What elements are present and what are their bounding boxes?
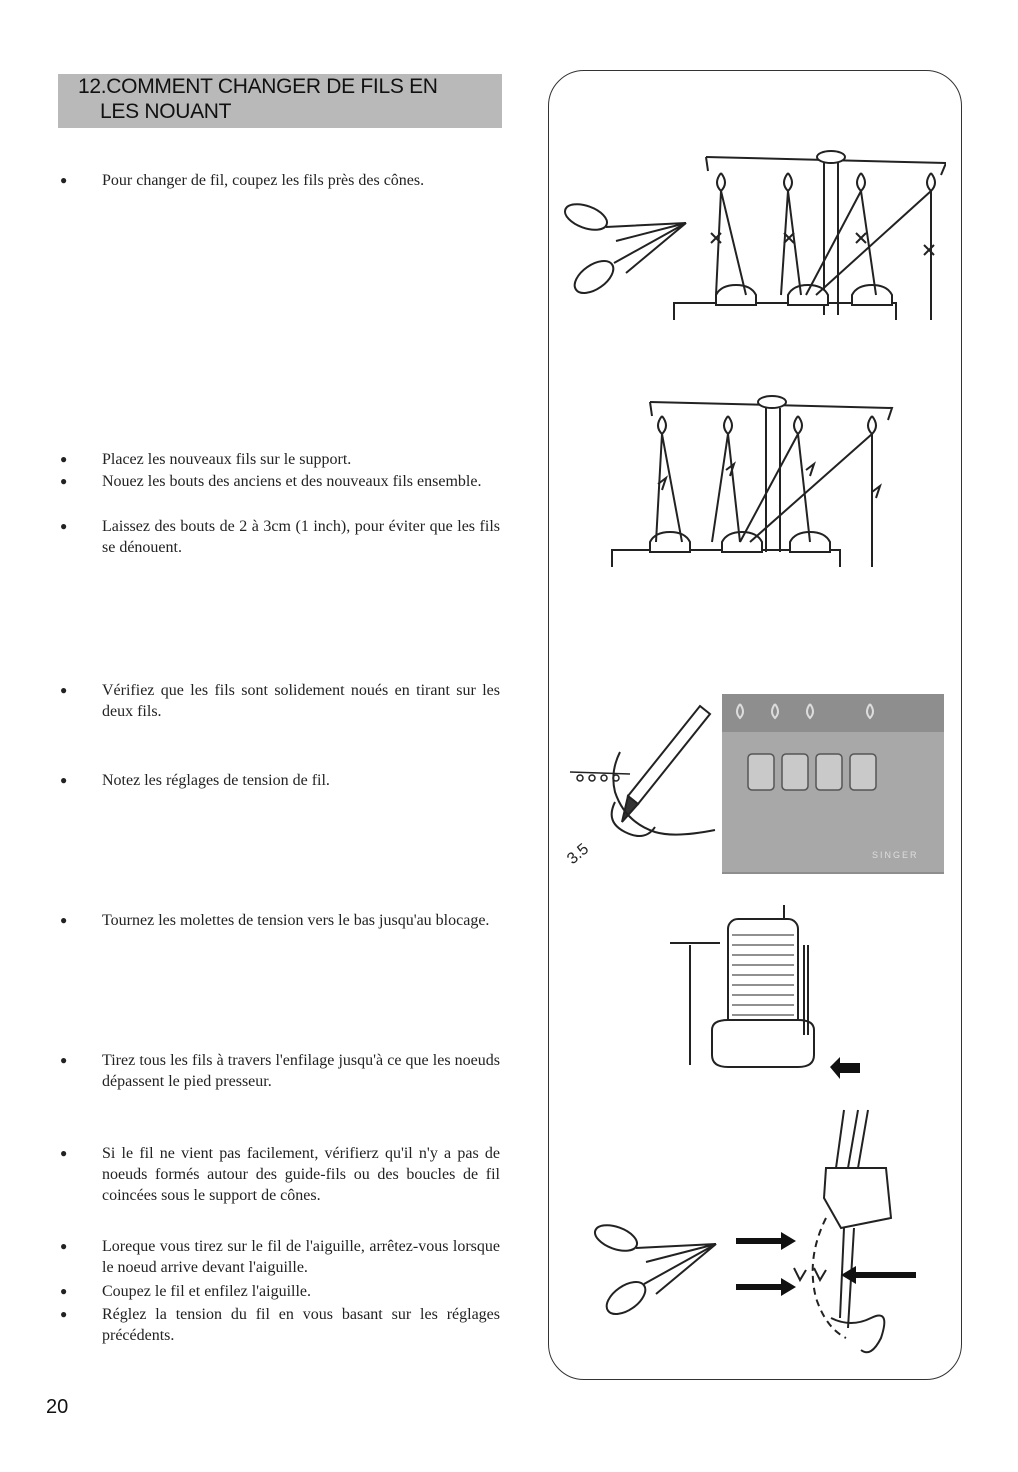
brand-label: SINGER bbox=[872, 850, 919, 860]
bullet-icon: ● bbox=[60, 1239, 68, 1253]
section-title-line1: 12.COMMENT CHANGER DE FILS EN bbox=[78, 75, 438, 98]
list-item: ● Si le fil ne vient pas facilement, vérifierz qu'il n'y a pas de noeuds formés autour des guide-fils ou des boucles de fil coincées sous le support de cônes. bbox=[60, 1145, 500, 1204]
list-item: ● Notez les réglages de tension de fil. bbox=[60, 772, 330, 789]
list-item: ● Pour changer de fil, coupez les fils près des cônes. bbox=[60, 172, 425, 189]
bullet-icon: ● bbox=[60, 683, 68, 697]
bullet-icon: ● bbox=[60, 913, 68, 927]
cut-threads-illustration bbox=[556, 145, 946, 335]
tension-value-label: 3.5 bbox=[564, 840, 593, 868]
bullet-icon: ● bbox=[60, 1284, 68, 1298]
arrow-left-icon bbox=[830, 1057, 860, 1079]
bullet-icon: ● bbox=[60, 452, 68, 466]
list-item: ● Tirez tous les fils à travers l'enfilage jusqu'à ce que les noeuds dépassent le pied presseur. bbox=[60, 1052, 500, 1090]
cut-knot-illustration bbox=[586, 1108, 926, 1358]
bullet-icon: ● bbox=[60, 173, 68, 187]
pencil-icon bbox=[612, 706, 715, 836]
list-item: ● Vérifiez que les fils sont solidement noués en tirant sur les deux fils. bbox=[60, 682, 500, 720]
list-item: ● Placez les nouveaux fils sur le support. bbox=[60, 451, 352, 468]
scissors-icon bbox=[592, 1220, 716, 1320]
list-item: ● Loreque vous tirez sur le fil de l'aiguille, arrêtez-vous lorsque le noeud arrive devant l'aiguille. bbox=[60, 1238, 500, 1276]
bullet-icon: ● bbox=[60, 1053, 68, 1067]
bullet-icon: ● bbox=[60, 773, 68, 787]
note-tension-illustration bbox=[560, 692, 950, 877]
tension-dial-illustration bbox=[660, 905, 890, 1085]
tie-threads-illustration bbox=[600, 392, 900, 572]
list-item: ● Coupez le fil et enfilez l'aiguille. bbox=[60, 1283, 312, 1300]
list-item: ● Laissez des bouts de 2 à 3cm (1 inch), pour éviter que les fils se dénouent. bbox=[60, 518, 500, 556]
section-title bbox=[78, 74, 498, 124]
bullet-icon: ● bbox=[60, 519, 68, 533]
section-title-line2: LES NOUANT bbox=[100, 100, 232, 123]
list-item: ● Nouez les bouts des anciens et des nouveaux fils ensemble. bbox=[60, 473, 482, 490]
list-item: ● Tournez les molettes de tension vers le bas jusqu'au blocage. bbox=[60, 912, 490, 929]
scissors-icon bbox=[562, 199, 686, 299]
bullet-icon: ● bbox=[60, 1307, 68, 1321]
bullet-icon: ● bbox=[60, 1146, 68, 1160]
bullet-icon: ● bbox=[60, 474, 68, 488]
list-item: ● Réglez la tension du fil en vous basant sur les réglages précédents. bbox=[60, 1306, 500, 1344]
page-number: 20 bbox=[46, 1396, 69, 1418]
